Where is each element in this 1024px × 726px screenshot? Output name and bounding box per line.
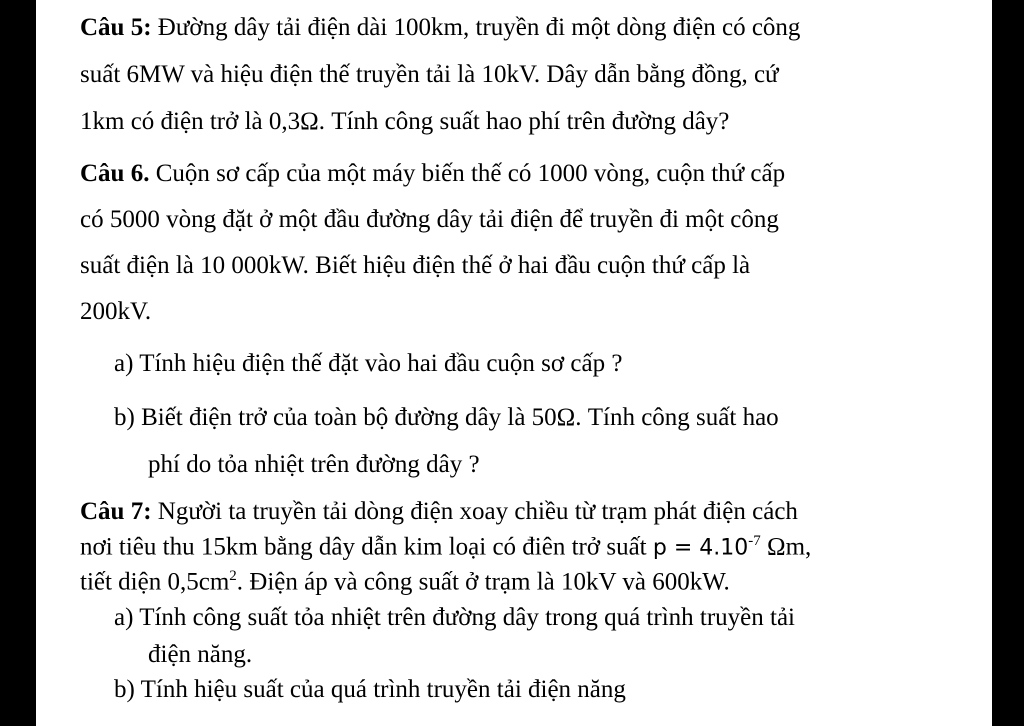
q7-label: Câu 7: <box>80 498 152 525</box>
q6-part-b-line-2: phí do tỏa nhiệt trên đường dây ? <box>148 451 480 478</box>
q7-part-a-line-2: điện năng. <box>148 641 253 668</box>
q6-line-1 <box>80 160 785 188</box>
q6-line-4: 200kV. <box>80 298 152 325</box>
q6-line-2: có 5000 vòng đặt ở một đầu đường dây tải điện để truyền đi một công <box>80 206 779 233</box>
resistivity-formula: p = 4.10 <box>652 535 749 561</box>
q7-text-1: Người ta truyền tải dòng điện xoay chiều từ trạm phát điện cách <box>151 498 798 525</box>
q7-text-3-post: . Điện áp và công suất ở trạm là 10kV và 600kW. <box>236 568 730 596</box>
resistivity-unit: Ωm, <box>760 533 812 561</box>
q5-line-1 <box>80 14 800 42</box>
q5-text-1: Đường dây tải điện dài 100km, truyền đi một dòng điện có công <box>151 14 801 41</box>
q7-line-2 <box>80 533 811 561</box>
q5-line-3: 1km có điện trở là 0,3Ω. Tính công suất hao phí trên đường dây? <box>80 108 730 135</box>
q6-part-a: a) Tính hiệu điện thế đặt vào hai đầu cuộn sơ cấp ? <box>114 350 623 377</box>
q7-text-2: nơi tiêu thu 15km bằng dây dẫn kim loại có điên trở suất <box>80 533 653 561</box>
q7-line-3 <box>80 568 730 596</box>
q7-part-b: b) Tính hiệu suất của quá trình truyền tải điện năng <box>114 676 626 703</box>
q5-label: Câu 5: <box>80 14 152 41</box>
q6-text-1: Cuộn sơ cấp của một máy biến thế có 1000 vòng, cuộn thứ cấp <box>149 160 786 187</box>
q7-part-a-line-1: a) Tính công suất tỏa nhiệt trên đường dây trong quá trình truyền tải <box>114 604 796 631</box>
q6-label: Câu 6. <box>80 160 150 187</box>
q6-line-3: suất điện là 10 000kW. Biết hiệu điện thế ở hai đầu cuộn thứ cấp là <box>80 252 751 279</box>
q7-line-1 <box>80 498 798 526</box>
q7-text-3-pre: tiết diện 0,5cm <box>80 568 230 596</box>
q5-line-2: suất 6MW và hiệu điện thế truyền tải là 10kV. Dây dẫn bằng đồng, cứ <box>80 61 779 88</box>
document-page <box>36 0 992 726</box>
q6-part-b-line-1: b) Biết điện trở của toàn bộ đường dây là 50Ω. Tính công suất hao <box>114 404 779 431</box>
resistivity-exponent: -7 <box>748 533 761 549</box>
area-exponent: 2 <box>229 568 237 584</box>
